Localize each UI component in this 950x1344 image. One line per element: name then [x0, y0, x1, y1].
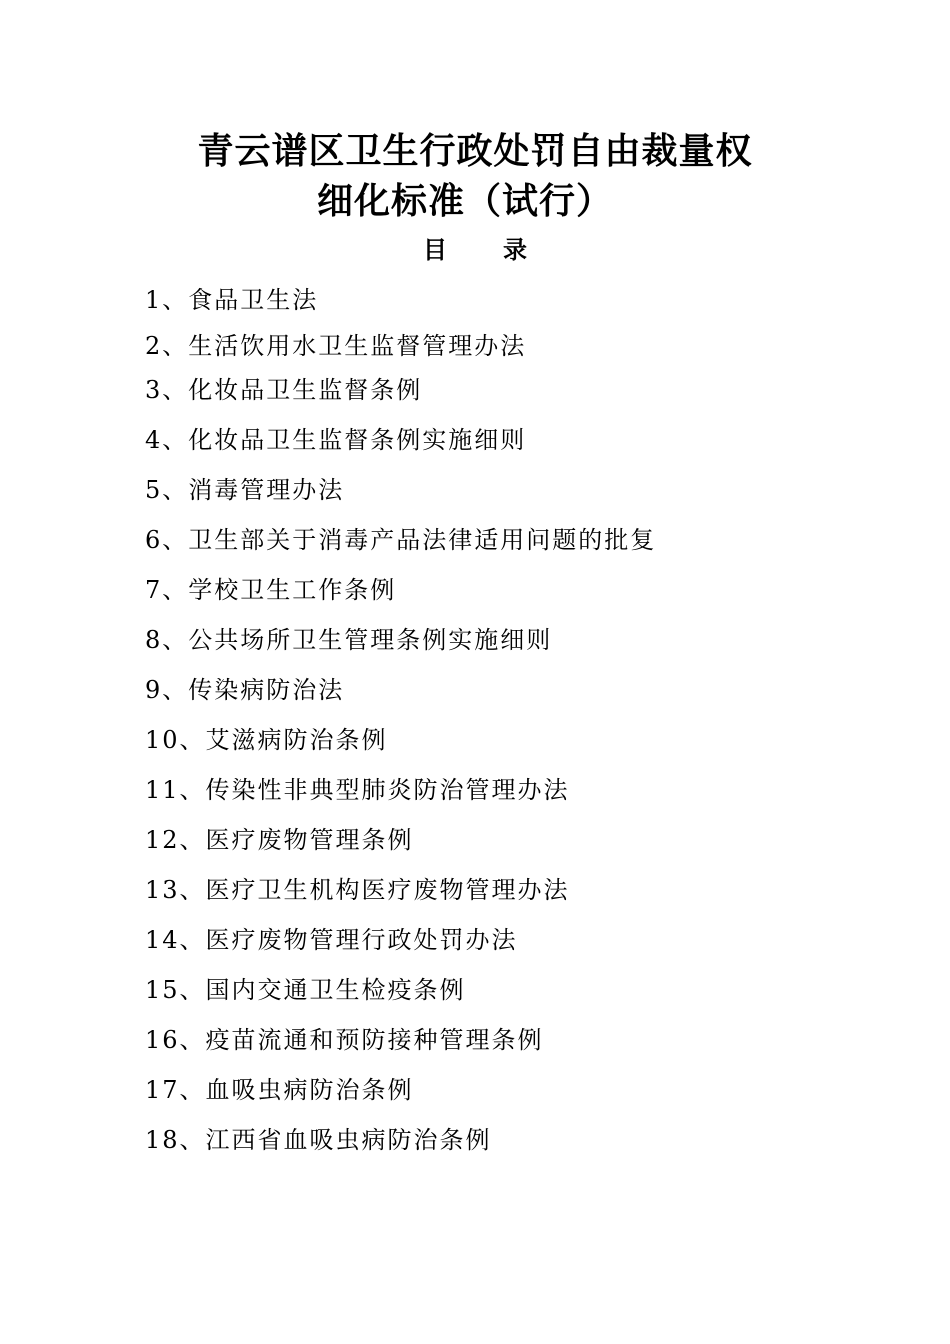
toc-item: 8、公共场所卫生管理条例实施细则: [145, 626, 553, 654]
toc-item: 10、艾滋病防治条例: [145, 726, 388, 754]
toc-item: 12、医疗废物管理条例: [145, 826, 414, 854]
toc-item: 15、国内交通卫生检疫条例: [145, 976, 466, 1004]
toc-heading: [0, 234, 950, 266]
toc-item: 1、食品卫生法: [145, 286, 319, 314]
toc-item: 3、化妆品卫生监督条例: [145, 376, 423, 404]
toc-item: 17、血吸虫病防治条例: [145, 1076, 414, 1104]
document-title-line-2: 细化标准（试行）: [316, 181, 613, 222]
document-title-line-1: 青云谱区卫生行政处罚自由裁量权: [197, 131, 753, 172]
toc-item: 18、江西省血吸虫病防治条例: [145, 1126, 492, 1154]
toc-item: 4、化妆品卫生监督条例实施细则: [145, 426, 527, 454]
toc-item: 7、学校卫生工作条例: [145, 576, 397, 604]
toc-item: 13、医疗卫生机构医疗废物管理办法: [145, 876, 570, 904]
toc-heading-left: 目: [423, 236, 447, 264]
toc-item: 11、传染性非典型肺炎防治管理办法: [145, 776, 570, 804]
toc-item: 14、医疗废物管理行政处罚办法: [145, 926, 518, 954]
toc-item: 6、卫生部关于消毒产品法律适用问题的批复: [145, 526, 657, 554]
toc-item: 16、疫苗流通和预防接种管理条例: [145, 1026, 544, 1054]
toc-item: 5、消毒管理办法: [145, 476, 345, 504]
toc-heading-right: 录: [503, 236, 527, 264]
toc-item: 9、传染病防治法: [145, 676, 345, 704]
toc-item: 2、生活饮用水卫生监督管理办法: [145, 332, 527, 360]
